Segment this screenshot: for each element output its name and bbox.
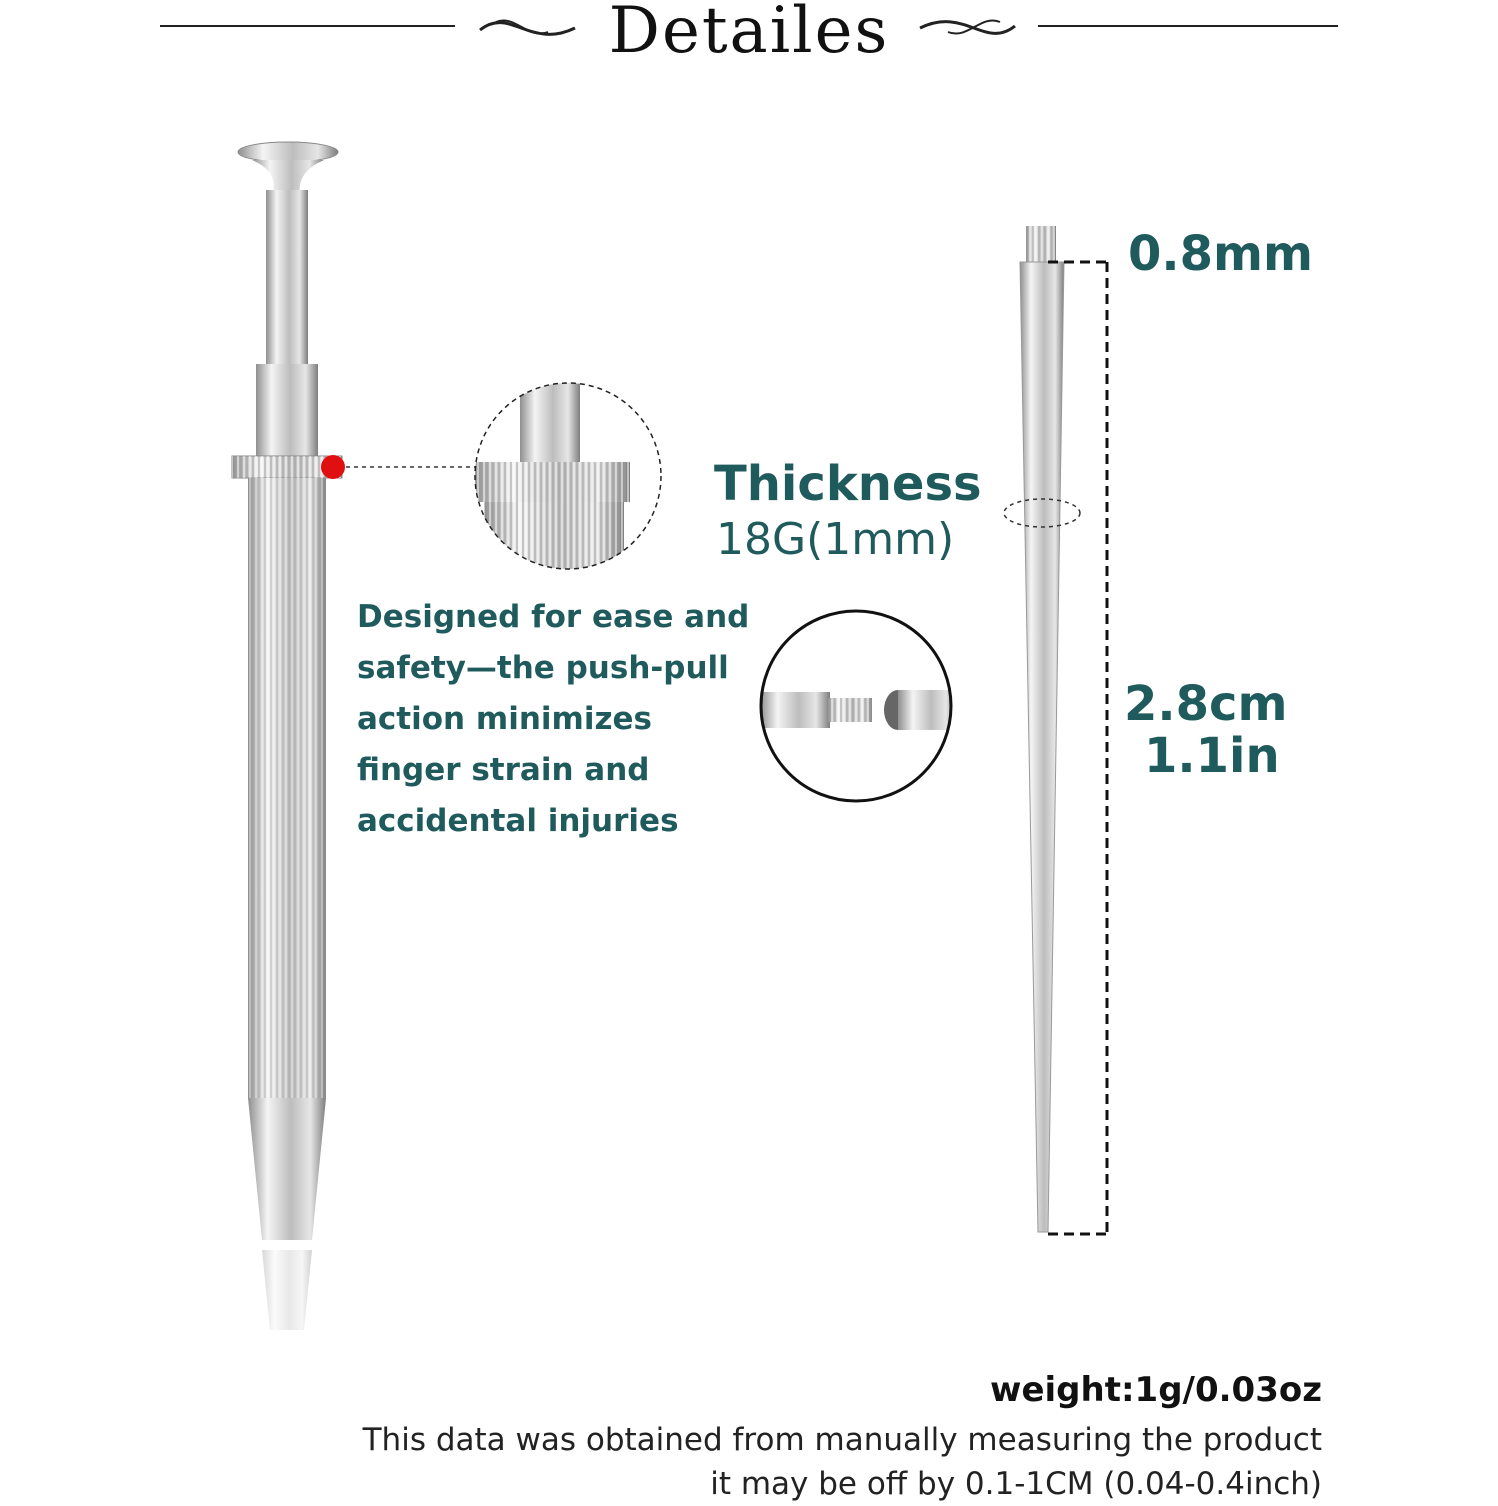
- measurement-note-line1: This data was obtained from manually measuring the product: [362, 1422, 1322, 1458]
- taper-pin-image: [1004, 226, 1080, 1232]
- zoom-detail-thread: [760, 610, 960, 810]
- length-cm-label: 2.8cm: [1124, 676, 1288, 732]
- gauge-label: 18G(1mm): [716, 514, 955, 565]
- marker-dot: [321, 455, 345, 479]
- weight-label: weight:1g/0.03oz: [990, 1370, 1322, 1410]
- tip-size-label: 0.8mm: [1128, 226, 1314, 282]
- feature-description: Designed for ease and safety—the push-pull action minimizes finger strain and accidental injuries: [357, 599, 750, 839]
- measurement-note: [363, 1418, 1322, 1506]
- pickup-tool-image: [232, 142, 342, 1330]
- length-in-label: 1.1in: [1144, 728, 1280, 784]
- thickness-label: Thickness: [714, 456, 982, 512]
- measurement-note-line2: it may be off by 0.1-1CM (0.04-0.4inch): [710, 1466, 1322, 1502]
- page-title: Detailes: [608, 0, 890, 68]
- zoom-detail-knob: [470, 380, 670, 582]
